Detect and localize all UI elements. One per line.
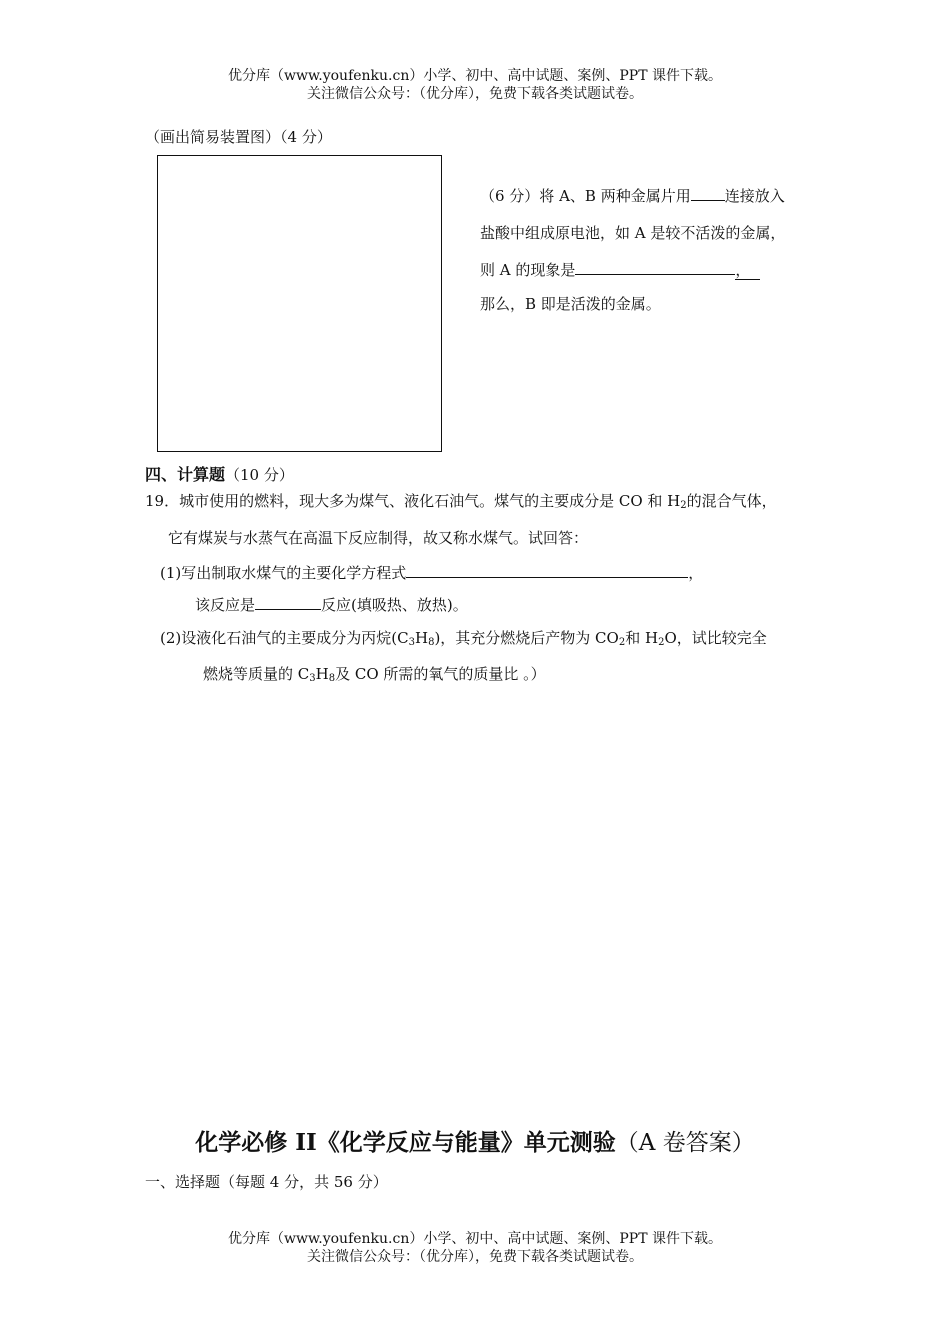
q19-p2-sub-2: 8 [428, 637, 435, 648]
side-line3-text-a: 则 A 的现象是 [480, 261, 576, 279]
q19-part-1 [160, 563, 703, 583]
q19-p2-text-c: )，其充分燃烧后产物为 CO [434, 629, 619, 647]
section-4-points: （10 分） [225, 466, 294, 484]
q19-p2-text-e: O，试比较完全 [664, 629, 767, 647]
q19-part-2-line-2 [203, 664, 546, 684]
side-question-line-2: 盐酸中组成原电池，如 A 是较不活泼的金属， [480, 224, 786, 242]
q19-line1-sub: 2 [680, 500, 687, 511]
footer-line-1: 优分库（www.youfenku.cn）小学、初中、高中试题、案例、PPT 课件下载。 [227, 1231, 722, 1247]
answer-key-title-version: （A 卷答案） [615, 1130, 755, 1156]
answer-blank-equation [406, 563, 688, 578]
section-4-heading [145, 464, 294, 486]
section-4-title: 四、计算题 [145, 465, 226, 484]
answer-section-1: 一、选择题（每题 4 分，共 56 分） [145, 1173, 388, 1191]
header-line-1: 优分库（www.youfenku.cn）小学、初中、高中试题、案例、PPT 课件下载。 [227, 68, 722, 84]
q19-line1-text-a: 19．城市使用的燃料，现大多为煤气、液化石油气。煤气的主要成分是 CO 和 H [145, 492, 681, 510]
q19-p2-sub-1: 3 [408, 637, 415, 648]
q19-p2-line2-text-b: H [315, 665, 329, 683]
q19-part-2 [160, 628, 767, 648]
page-footer [0, 1230, 950, 1266]
answer-blank-reaction-type [255, 595, 321, 610]
side-line3-text-b: ， [735, 261, 760, 280]
q19-p2-text-b: H [414, 629, 429, 647]
q19-p2-sub-3: 2 [618, 637, 626, 648]
q19-p2-line2-text-c: 及 CO 所需的氧气的质量比 。） [335, 665, 546, 683]
header-line-2: 关注微信公众号：（优分库），免费下载各类试题试卷。 [307, 86, 643, 102]
q19-p2-line2-sub-1: 3 [309, 673, 316, 684]
q19-p2-text-d: 和 H [625, 629, 659, 647]
answer-key-title-main: 化学必修 II《化学反应与能量》单元测验 [195, 1129, 616, 1156]
q19-p2-sub-4: 2 [658, 637, 665, 648]
q19-p1-text-b: ， [688, 564, 704, 582]
answer-key-title [0, 1128, 950, 1158]
q19-p2-line2-text-a: 燃烧等质量的 C [203, 665, 310, 683]
q19-p1-line2-text-a: 该反应是 [195, 596, 256, 614]
q19-p1-line2-text-b: 反应(填吸热、放热)。 [321, 596, 468, 614]
answer-blank-phenomenon [575, 260, 735, 275]
answer-blank-connector [691, 186, 725, 201]
side-question-line-1 [480, 186, 785, 206]
side-line1-text-b: 连接放入 [724, 187, 785, 205]
q19-p2-text-a: (2)设液化石油气的主要成分为丙烷(C [160, 629, 409, 647]
q19-p1-text-a: (1)写出制取水煤气的主要化学方程式 [160, 564, 407, 582]
q19-p2-line2-sub-2: 8 [328, 673, 336, 684]
drawing-box [157, 155, 442, 452]
q19-line-2: 它有煤炭与水蒸气在高温下反应制得，故又称水煤气。试回答： [168, 529, 589, 547]
q19-line-1 [145, 491, 777, 511]
side-question-line-4: 那么，B 即是活泼的金属。 [480, 295, 661, 313]
footer-line-2: 关注微信公众号：（优分库），免费下载各类试题试卷。 [307, 1249, 643, 1265]
drawing-label: （画出简易装置图）（4 分） [145, 128, 332, 146]
q19-line1-text-b: 的混合气体， [686, 492, 777, 510]
q19-part-1-line-2 [195, 595, 468, 615]
side-line1-text-a: （6 分）将 A、B 两种金属片用 [480, 187, 691, 205]
side-question-line-3 [480, 260, 760, 280]
page-header [0, 67, 950, 103]
